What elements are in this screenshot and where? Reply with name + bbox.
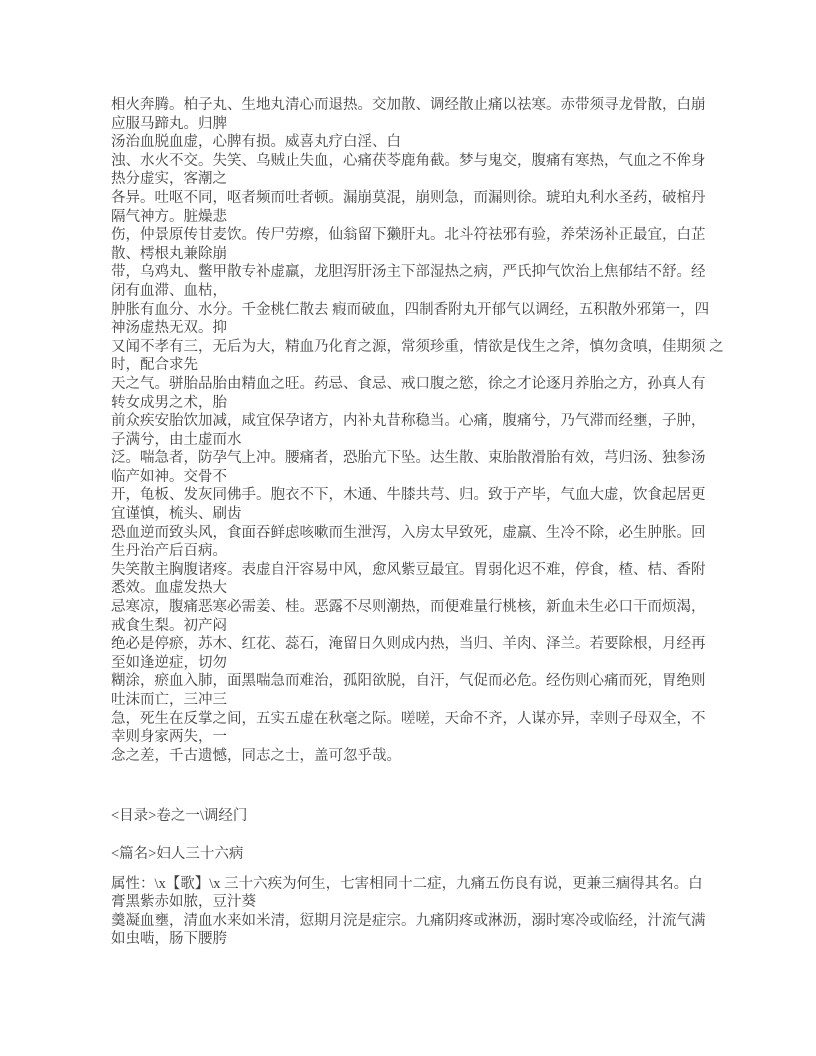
text-line: 前众疾安胎饮加减，咸宜保孕诸方，内补丸昔称稳当。心痛，腹痛兮，乃气滞而经壅，子肿， <box>111 413 706 430</box>
text-line: 泛。喘急者，防孕气上冲。腰痛者，恐胎亢下坠。达生散、束胎散滑胎有效，芎归汤、独参汤 <box>111 450 706 467</box>
text-line: 戒食生梨。初产闷 <box>111 617 227 634</box>
text-line: 失笑散主胸腹诸疼。表虚自汗容易中风，愈风紫豆最宜。胃弱化迟不难，停食，楂、桔、香附 <box>111 561 706 578</box>
text-line: 吐沫而亡，三冲三 <box>111 692 227 708</box>
text-line: 浊、水火不交。失笑、乌贼止失血，心痛茯苓鹿角截。梦与鬼交，腹痛有寒热，气血之不侔身 <box>111 152 706 169</box>
text-line: 天之气。骈胎品胎由精血之旺。药忌、食忌、戒口腹之慾，徐之才论逐月养胎之方，孙真人有 <box>111 375 706 392</box>
text-line: 开，龟板、发灰同佛手。胞衣不下，木通、牛膝共芎、归。致于产毕，气血大虚，饮食起居更 <box>111 487 706 504</box>
song-paragraph <box>111 875 751 949</box>
text-line: 时，配合求先 <box>111 357 198 374</box>
text-line: 膏黑紫赤如脓，豆汁葵 <box>111 894 256 911</box>
text-line: 恐血逆而致头风，食面吞鲜虑咳嗽而生泄泻，入房太早致死，虚羸、生冷不除，必生肿胀。回 <box>111 524 706 541</box>
text-line: 肿胀有血分、水分。千金桃仁散去 瘕而破血，四制香附丸开郁气以调经，五积散外邪第一，四 <box>111 301 710 318</box>
text-line: 念之差，千古遗憾，同志之士，盖可忽乎哉。 <box>111 747 401 764</box>
text-line: 羹凝血壅，清血水来如米清，愆期月浣是症宗。九痛阴疼或淋沥，溺时寒冷或临经，汁流气满 <box>111 912 706 929</box>
text-line: 带，乌鸡丸、鳖甲散专补虚羸，龙胆泻肝汤主下部湿热之病，严氏抑气饮治上焦郁结不舒。经 <box>111 264 706 281</box>
text-line: 属性：\x【歌】\x 三十六疾为何生，七害相同十二症，九痛五伤良有说，更兼三痼得其名。白 <box>111 875 703 892</box>
text-line: 相火奔腾。柏子丸、生地丸清心而退热。交加散、调经散止痛以祛寒。赤带须寻龙骨散，白崩 <box>111 97 706 113</box>
text-line: 热分虚实，客潮之 <box>111 171 227 188</box>
toc-entry: <目录>卷之一\调经门 <box>111 808 248 825</box>
text-line: 幸则身家两失，一 <box>111 729 227 746</box>
text-line: 隔气神方。脏燥悲 <box>111 208 227 225</box>
text-line: 又闻不孝有三，无后为大，精血乃化育之源，常须珍重，情欲是伐生之斧，慎勿贪嗔，佳期须 之 <box>111 338 724 355</box>
text-line: 子满兮，由土虚而水 <box>111 431 242 448</box>
text-line: 急，死生在反掌之间，五实五虚在秋毫之际。嗟嗟，天命不齐，人谋亦异，幸则子母双全，不 <box>111 710 706 727</box>
text-line: 临产如神。交骨不 <box>111 468 227 485</box>
text-line: 绝必是停瘀，苏木、红花、蕊石，淹留日久则成内热，当归、羊肉、泽兰。若要除根，月经再 <box>111 636 706 653</box>
text-line: 宜谨慎，梳头、刷齿 <box>111 506 242 523</box>
text-line: 伤，仲景原传甘麦饮。传尸劳瘵，仙翁留下獭肝丸。北斗符祛邪有验，养荣汤补正最宜，白芷 <box>111 227 706 244</box>
text-line: 散、樗根丸兼除崩 <box>111 245 227 262</box>
document-content <box>111 96 751 949</box>
text-line: 悉效。血虚发热大 <box>111 580 227 597</box>
text-line: 糊涂，瘀血入肺，面黑喘急而难治，孤阳欲脱，自汗，气促而必危。经伤则心痛而死，胃绝则 <box>111 673 706 690</box>
text-line: 神汤虚热无双。抑 <box>111 320 227 337</box>
text-line: 汤治血脱血虚，心脾有损。威喜丸疗白淫、白 <box>111 134 401 151</box>
text-line: 转女成男之术，胎 <box>111 394 227 411</box>
text-line: 应服马蹄丸。归脾 <box>111 115 227 132</box>
main-text-paragraph <box>111 96 751 765</box>
text-line: 闭有血滞、血枯， <box>111 282 227 299</box>
text-line: 各异。吐呕不同，呕者频而吐者顿。漏崩莫混，崩则急，而漏则徐。琥珀丸利水圣药，破棺丹 <box>111 189 706 206</box>
text-line: 如虫啮，肠下腰胯 <box>111 931 227 948</box>
text-line: 至如逢逆症，切勿 <box>111 654 227 671</box>
text-line: 生丹治产后百病。 <box>111 543 227 560</box>
section-title: <篇名>妇人三十六病 <box>111 845 244 862</box>
text-line: 忌寒凉，腹痛恶寒必需姜、桂。恶露不尽则潮热，而便难量行桃核，新血未生必口干而烦渴， <box>111 599 706 616</box>
